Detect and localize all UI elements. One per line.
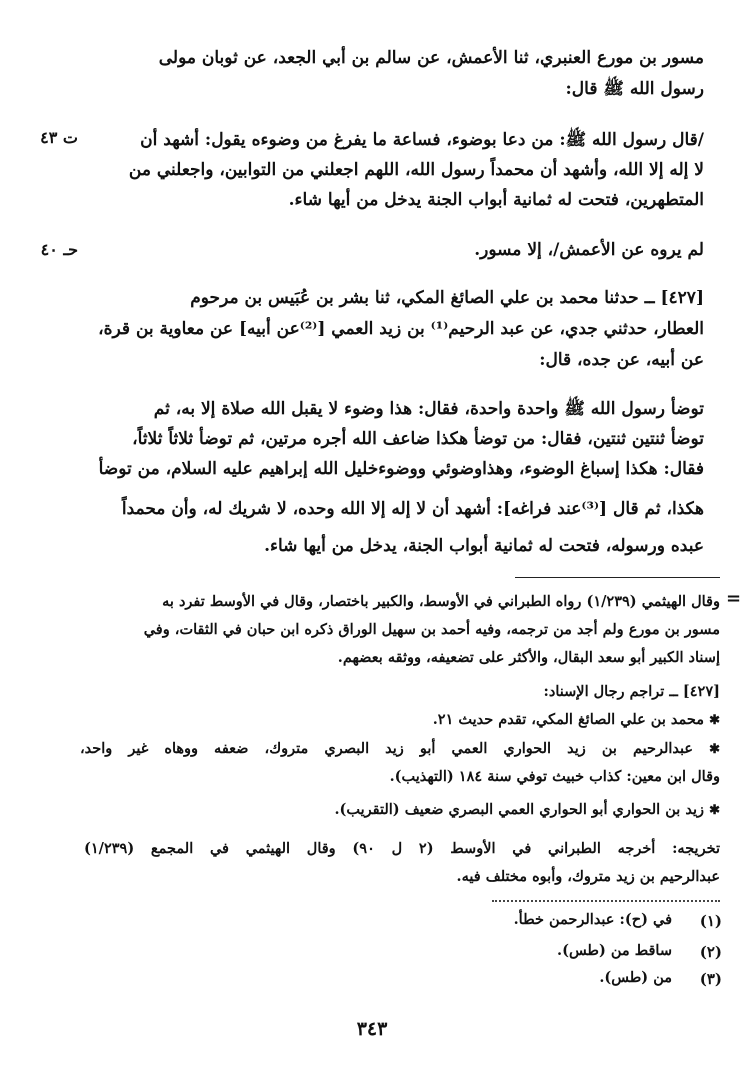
takhrij-line: تخريجه: أخرجه الطبراني في الأوسط (٢ ل ٩٠) وقال الهيثمي في المجمع (١/٢٣٩) [84,840,720,857]
text-line: توضأ رسول الله ﷺ واحدة واحدة، فقال: هذا وضوء لا يقبل الله صلاة إلا به، ثم [153,399,704,419]
footnote-number: (٣) [699,970,722,988]
margin-ref-t43: ت ٤٣ [40,128,78,147]
asterisk-bullet-icon: ✱ [709,713,720,728]
footnote-text: من (طس). [599,969,672,986]
narrator-entry: ✱ محمد بن علي الصائغ المكي، تقدم حديث ٢١. [432,711,720,728]
narrator-entry: ✱ زيد بن الحواري أبو الحواري العمي البصري ضعيف (التقريب). [334,801,720,818]
footnote-number: (٢) [699,943,722,961]
footnote-text: في (ح): عبدالرحمن خطأ. [513,911,672,928]
narrator-entry: ✱ عبدالرحيم بن زيد الحواري العمي أبو زيد البصري متروك، ضعفه ووهاه غير واحد، [80,740,720,757]
text-line: توضأ ثنتين ثنتين، فقال: من توضأ هكذا ضاعف الله أجره مرتين، ثم توضأ ثلاثاً ثلاثاً، [132,429,704,449]
footnote-text: ساقط من (طس). [557,942,672,959]
text-line: فقال: هكذا إسباغ الوضوء، وهذاوضوئي ووضوءخليل الله إبراهيم عليه السلام، من توضأ [98,459,704,479]
asterisk-bullet-icon: ✱ [709,803,720,818]
text-line: رسول الله ﷺ قال: [565,79,704,99]
footnote-number: (١) [699,912,722,930]
takhrij-line: عبدالرحيم بن زيد متروك، وأبوه مختلف فيه. [456,868,720,885]
text-line: العطار، حدثني جدي، عن عبد الرحيم⁽¹⁾ بن زيد العمي [⁽²⁾عن أبيه] عن معاوية بن قرة، [98,319,704,339]
text-line: لا إله إلا الله، وأشهد أن محمداً رسول الله، اللهم اجعلني من التوابين، واجعلني من [128,160,704,180]
text-line: لم يروه عن الأعمش/، إلا مسور. [474,240,704,260]
text-line: عبده ورسوله، فتحت له ثمانية أبواب الجنة، يدخل من أيها شاء. [264,536,704,556]
text-line: عن أبيه، عن جده، قال: [539,350,704,370]
text-line: المتطهرين، فتحت له ثمانية أبواب الجنة يدخل من أيها شاء. [288,190,704,210]
note-line: مسور بن مورع ولم أجد من ترجمه، وفيه أحمد بن سهيل الوراق ذكره ابن حبان في الثقات، وفي [143,621,720,638]
notes-heading: [٤٢٧] ــ تراجم رجال الإسناد: [543,683,720,700]
notes-separator [515,577,720,578]
continuation-mark: = [726,588,742,609]
asterisk-bullet-icon: ✱ [709,742,720,757]
text-line: هكذا، ثم قال [⁽³⁾عند فراغه]: أشهد أن لا إله إلا الله وحده، لا شريك له، وأن محمداً [121,499,704,519]
footnotes-separator [492,900,720,902]
note-line: إسناد الكبير أبو سعد البقال، والأكثر على تضعيفه، ووثقه بعضهم. [337,649,720,666]
hadith-header-line: [٤٢٧] ــ حدثنا محمد بن علي الصائغ المكي، ثنا بشر بن عُبَيس بن مرحوم [190,288,704,308]
page-number: ٣٤٣ [356,1018,388,1040]
margin-ref-h40: حـ ٤٠ [40,240,78,259]
text-line: مسور بن مورع العنبري، ثنا الأعمش، عن سالم بن أبي الجعد، عن ثوبان مولى [158,48,704,68]
note-line: وقال ابن معين: كذاب خبيث توفي سنة ١٨٤ (التهذيب). [389,768,720,785]
text-line: /قال رسول الله ﷺ: من دعا بوضوء، فساعة ما يفرغ من وضوءه يقول: أشهد أن [140,130,704,150]
note-line: وقال الهيثمي (١/٢٣٩) رواه الطبراني في الأوسط، والكبير باختصار، وقال في الأوسط تفرد به [162,593,720,610]
